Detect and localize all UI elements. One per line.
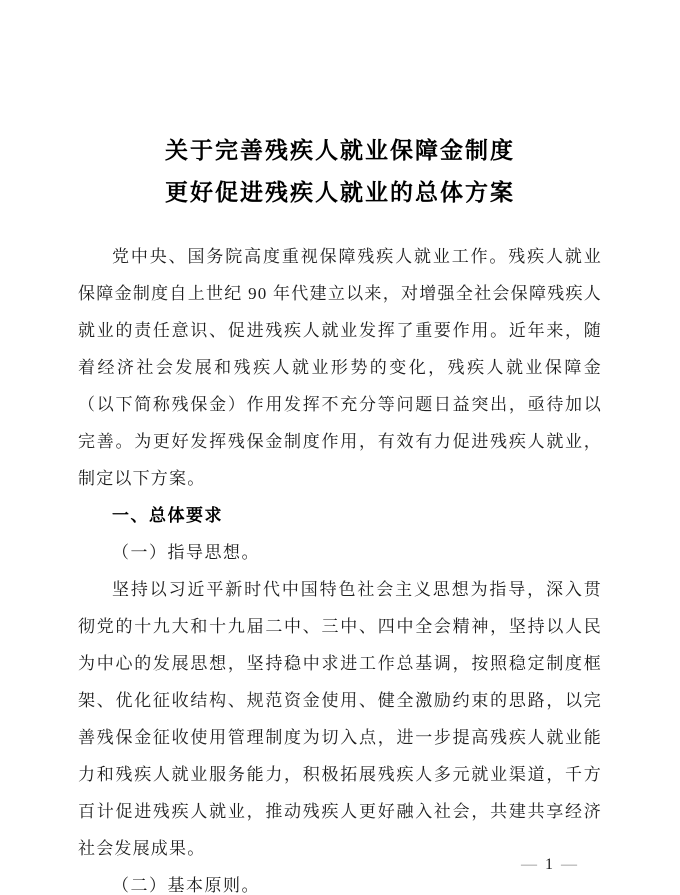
document-content [78, 0, 602, 895]
intro-paragraph: 党中央、国务院高度重视保障残疾人就业工作。残疾人就业保障金制度自上世纪 90 年代建立以来，对增强全社会保障残疾人就业的责任意识、促进残疾人就业发挥了重要作用。近年来，随着经济社会发展和残疾人就业形势的变化，残疾人就业保障金（以下简称残保金）作用发挥不充分等问题日益突出，亟待加以完善。为更好发挥残保金制度作用，有效有力促进残疾人就业，制定以下方案。 [78, 247, 602, 488]
document-title-line-2: 更好促进残疾人就业的总体方案 [165, 180, 515, 205]
section-heading-overall-requirements: 一、总体要求 [112, 506, 223, 525]
page-number-dash-right: — [561, 856, 579, 873]
document-title-line-1: 关于完善残疾人就业保障金制度 [165, 138, 515, 163]
subsection-heading-guiding-ideology: （一）指导思想。 [112, 543, 260, 562]
subsection-heading-basic-principles: （二）基本原则。 [112, 876, 260, 895]
page-number-dash-left: — [521, 856, 539, 873]
page-number-value: 1 [545, 856, 555, 873]
guiding-thought-paragraph: 坚持以习近平新时代中国特色社会主义思想为指导，深入贯彻党的十九大和十九届二中、三中、四中全会精神，坚持以人民为中心的发展思想，坚持稳中求进工作总基调，按照稳定制度框架、优化征收结构、规范资金使用、健全激励约束的思路，以完善残保金征收使用管理制度为切入点，进一步提高残疾人就业能力和残疾人就业服务能力，积极拓展残疾人多元就业渠道，千方百计促进残疾人就业，推动残疾人更好融入社会，共建共享经济社会发展成果。 [78, 580, 602, 858]
document-title [78, 130, 602, 214]
page-number [515, 857, 585, 873]
